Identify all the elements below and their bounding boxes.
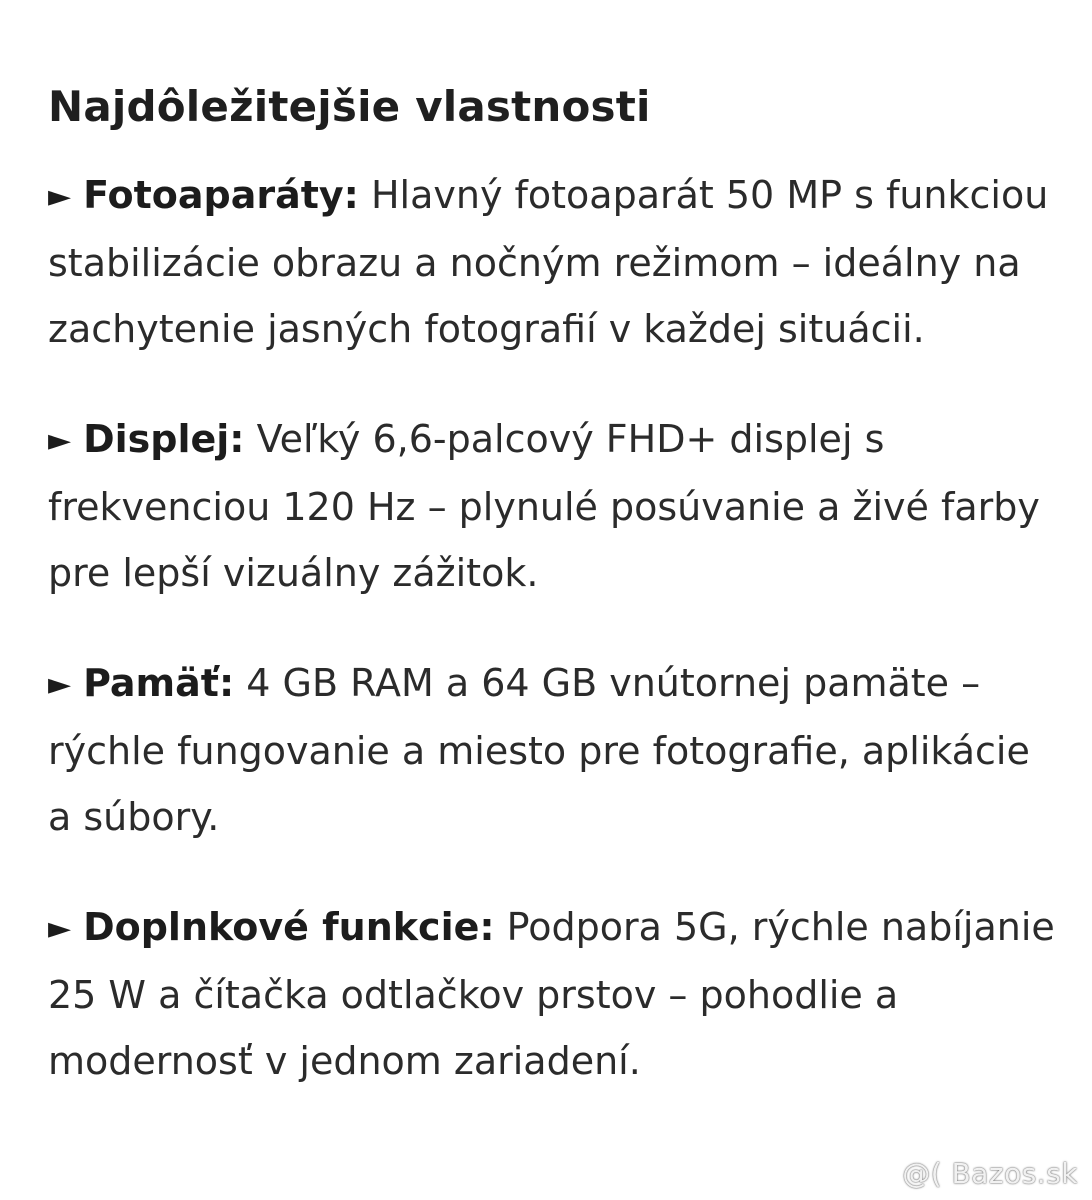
feature-item-display bbox=[48, 406, 1058, 606]
feature-label: Pamäť: bbox=[83, 661, 235, 705]
bullet-arrow-icon: ► bbox=[48, 667, 72, 702]
bullet-arrow-icon: ► bbox=[48, 179, 72, 214]
feature-text: Veľký 6,6-palcový FHD+ displej s frekvenciou 120 Hz – plynulé posúvanie a živé farby pre lepší vizuálny zážitok. bbox=[48, 417, 1040, 595]
page-title: Najdôležitejšie vlastnosti bbox=[48, 82, 651, 131]
feature-text: Podpora 5G, rýchle nabíjanie 25 W a čítačka odtlačkov prstov – pohodlie a modernosť v jednom zariadení. bbox=[48, 905, 1055, 1083]
site-watermark: @( Bazos.sk bbox=[902, 1157, 1078, 1190]
document-content bbox=[48, 74, 1058, 1138]
feature-label: Displej: bbox=[83, 417, 245, 461]
feature-text: Hlavný fotoaparát 50 MP s funkciou stabilizácie obrazu a nočným režimom – ideálny na zachytenie jasných fotografií v každej situácii. bbox=[48, 173, 1049, 351]
feature-item-memory bbox=[48, 650, 1058, 850]
bullet-arrow-icon: ► bbox=[48, 911, 72, 946]
feature-item-cameras bbox=[48, 162, 1058, 362]
feature-text: 4 GB RAM a 64 GB vnútornej pamäte – rýchle fungovanie a miesto pre fotografie, aplikácie a súbory. bbox=[48, 661, 1030, 839]
feature-label: Doplnkové funkcie: bbox=[83, 905, 495, 949]
feature-label: Fotoaparáty: bbox=[83, 173, 359, 217]
bullet-arrow-icon: ► bbox=[48, 423, 72, 458]
feature-item-extras bbox=[48, 894, 1058, 1094]
